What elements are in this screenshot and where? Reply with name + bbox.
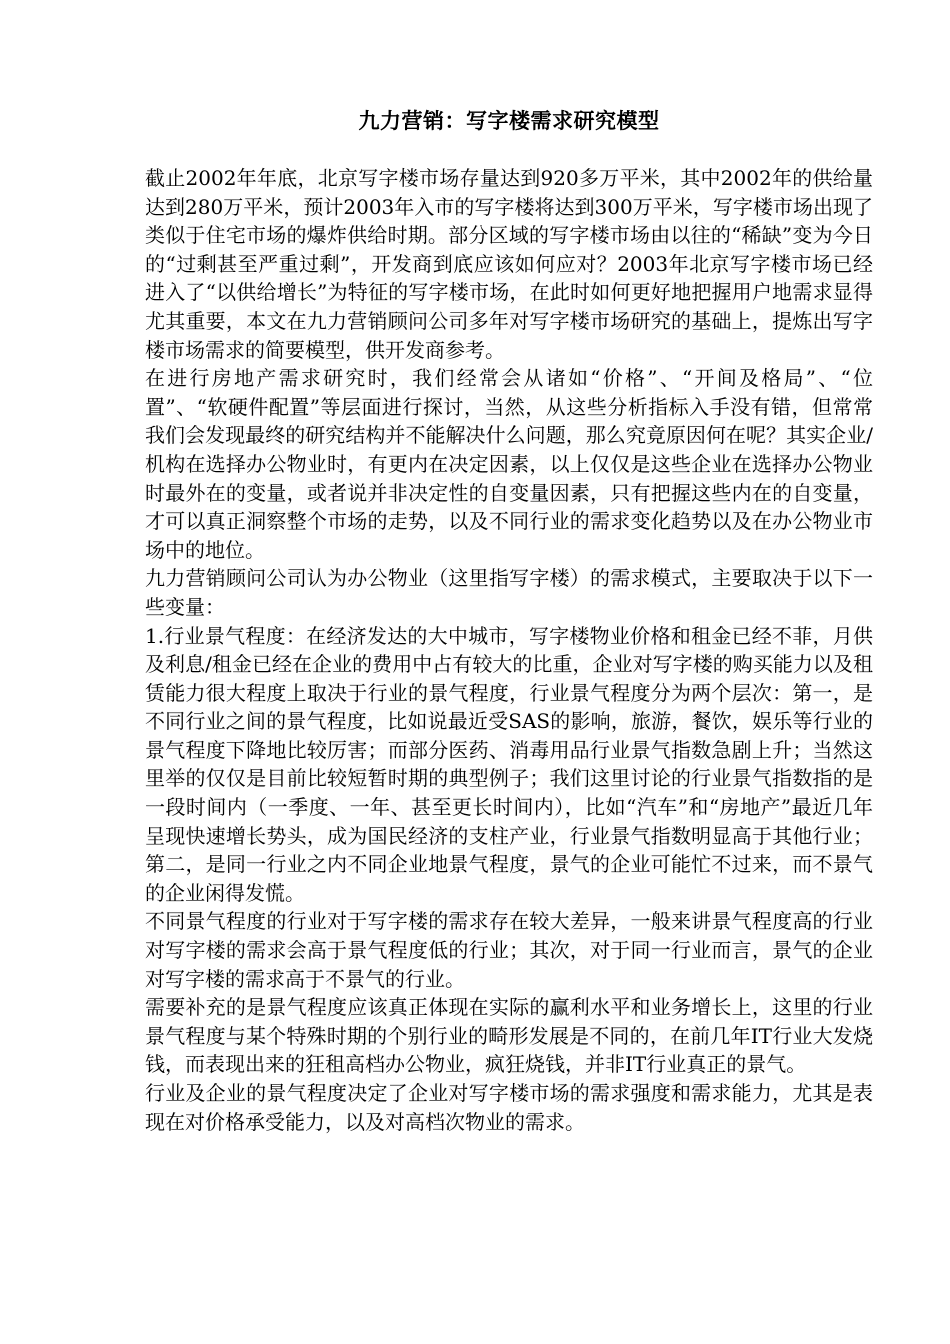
- paragraph-variables-intro: 九力营销顾问公司认为办公物业（这里指写字楼）的需求模式，主要取决于以下一些变量：: [145, 566, 873, 619]
- document-title: 九力营销：写字楼需求研究模型: [358, 108, 660, 133]
- paragraph-conclusion: 行业及企业的景气程度决定了企业对写字楼市场的需求强度和需求能力，尤其是表现在对价格承受能力，以及对高档次物业的需求。: [145, 1081, 873, 1134]
- paragraph-industry-prosperity: 1.行业景气程度：在经济发达的大中城市，写字楼物业价格和租金已经不菲，月供及利息/租金已经在企业的费用中占有较大的比重，企业对写字楼的购买能力以及租赁能力很大程度上取决于行业的景气程度，行业景气程度分为两个层次：第一，是不同行业之间的景气程度，比如说最近受SAS的影响，旅游，餐饮，娱乐等行业的景气程度下降地比较厉害；而部分医药、消毒用品行业景气指数急剧上升；当然这里举的仅仅是目前比较短暂时期的典型例子；我们这里讨论的行业景气指数指的是一段时间内（一季度、一年、甚至更长时间内），比如“汽车”和“房地产”最近几年呈现快速增长势头，成为国民经济的支柱产业，行业景气指数明显高于其他行业；第二，是同一行业之内不同企业地景气程度，景气的企业可能忙不过来，而不景气的企业闲得发慌。: [145, 623, 873, 905]
- paragraph-research-approach: 在进行房地产需求研究时，我们经常会从诸如“价格”、“开间及格局”、“位置”、“软硬件配置”等层面进行探讨，当然，从这些分析指标入手没有错，但常常我们会发现最终的研究结构并不能解决什么问题，那么究竟原因何在呢？其实企业/机构在选择办公物业时，有更内在决定因素，以上仅仅是这些企业在选择办公物业时最外在的变量，或者说并非决定性的自变量因素，只有把握这些内在的自变量，才可以真正洞察整个市场的走势，以及不同行业的需求变化趋势以及在办公物业市场中的地位。: [145, 366, 873, 562]
- document-body: [145, 164, 873, 1136]
- paragraph-supplement: 需要补充的是景气程度应该真正体现在实际的赢利水平和业务增长上，这里的行业景气程度与某个特殊时期的个别行业的畸形发展是不同的，在前几年IT行业大发烧钱，而表现出来的狂租高档办公物业，疯狂烧钱，并非IT行业真正的景气。: [145, 995, 873, 1077]
- paragraph-intro: 截止2002年年底，北京写字楼市场存量达到920多万平米，其中2002年的供给量达到280万平米，预计2003年入市的写字楼将达到300万平米，写字楼市场出现了类似于住宅市场的爆炸供给时期。部分区域的写字楼市场由以往的“稀缺”变为今日的“过剩甚至严重过剩”，开发商到底应该如何应对？2003年北京写字楼市场已经进入了“以供给增长”为特征的写字楼市场，在此时如何更好地把握用户地需求显得尤其重要，本文在九力营销顾问公司多年对写字楼市场研究的基础上，提炼出写字楼市场需求的简要模型，供开发商参考。: [145, 166, 873, 362]
- paragraph-demand-difference: 不同景气程度的行业对于写字楼的需求存在较大差异，一般来讲景气程度高的行业对写字楼的需求会高于景气程度低的行业；其次，对于同一行业而言，景气的企业对写字楼的需求高于不景气的行业。: [145, 909, 873, 991]
